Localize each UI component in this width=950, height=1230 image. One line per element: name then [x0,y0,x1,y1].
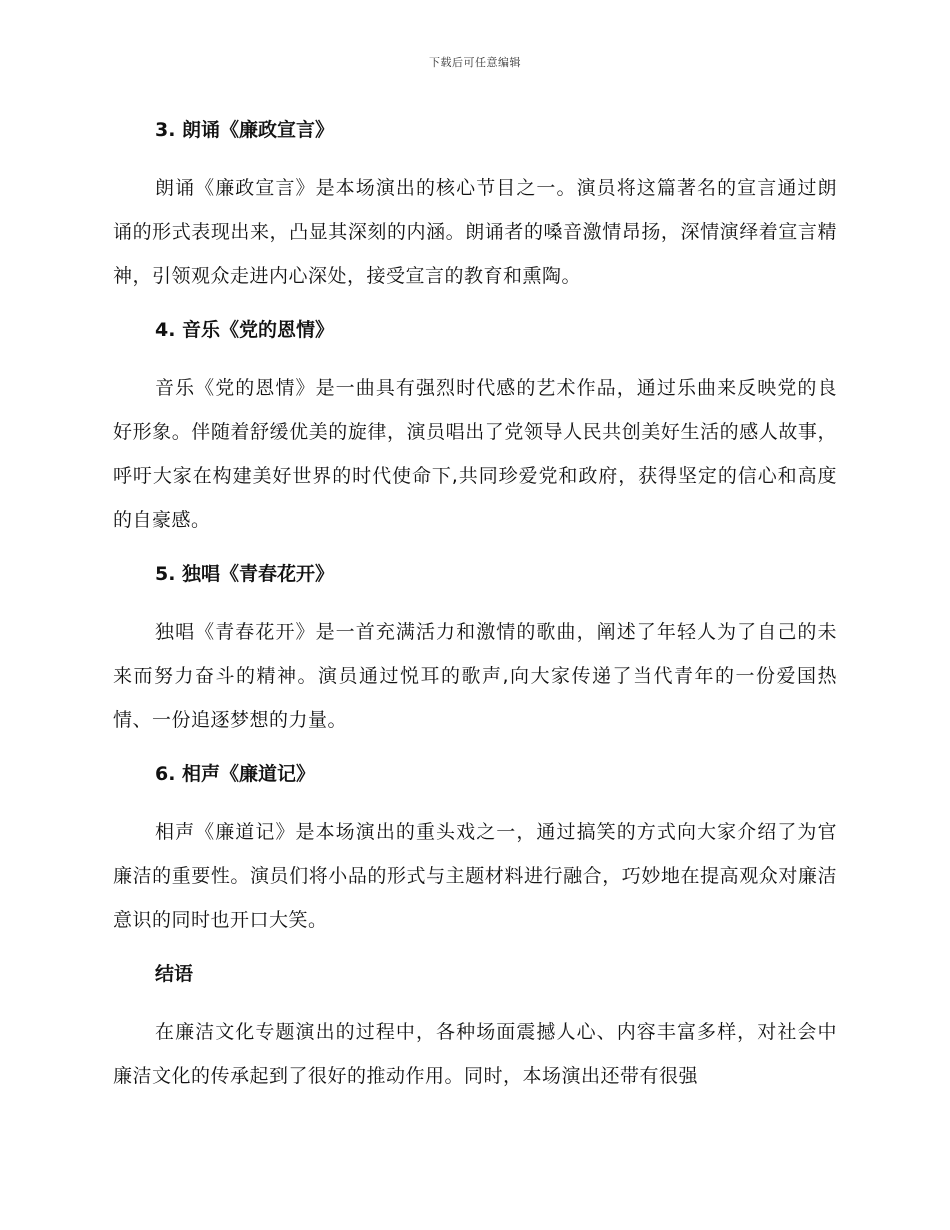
section-heading: 4. 音乐《党的恩情》 [155,319,335,341]
section-crosstalk [113,754,837,942]
section-paragraph: 朗诵《廉政宣言》是本场演出的核心节目之一。演员将这篇著名的宣言通过朗诵的形式表现出来，凸显其深刻的内涵。朗诵者的嗓音激情昂扬，深情演绎着宣言精神，引领观众走进内心深处，接受宣言的教育和熏陶。 [113,177,837,287]
section-paragraph: 在廉洁文化专题演出的过程中，各种场面震撼人心、内容丰富多样，对社会中廉洁文化的传承起到了很好的推动作用。同时，本场演出还带有很强 [113,1021,837,1087]
section-music [113,310,837,542]
header-note: 下载后可任意编辑 [429,56,521,69]
section-heading: 5. 独唱《青春花开》 [155,563,335,585]
section-heading: 结语 [155,963,194,985]
section-conclusion [113,954,837,1098]
section-paragraph: 相声《廉道记》是本场演出的重头戏之一，通过搞笑的方式向大家介绍了为官廉洁的重要性。演员们将小品的形式与主题材料进行融合，巧妙地在提高观众对廉洁意识的同时也开口大笑。 [113,821,837,931]
section-paragraph: 音乐《党的恩情》是一曲具有强烈时代感的艺术作品，通过乐曲来反映党的良好形象。伴随着舒缓优美的旋律，演员唱出了党领导人民共创美好生活的感人故事，呼吁大家在构建美好世界的时代使命下,共同珍爱党和政府，获得坚定的信心和高度的自豪感。 [113,377,837,531]
section-recitation [113,110,837,298]
document-body [113,110,837,1108]
section-heading: 3. 朗诵《廉政宣言》 [155,119,335,141]
section-paragraph: 独唱《青春花开》是一首充满活力和激情的歌曲，阐述了年轻人为了自己的未来而努力奋斗的精神。演员通过悦耳的歌声,向大家传递了当代青年的一份爱国热情、一份追逐梦想的力量。 [113,621,837,731]
section-heading: 6. 相声《廉道记》 [155,763,316,785]
section-solo [113,554,837,742]
